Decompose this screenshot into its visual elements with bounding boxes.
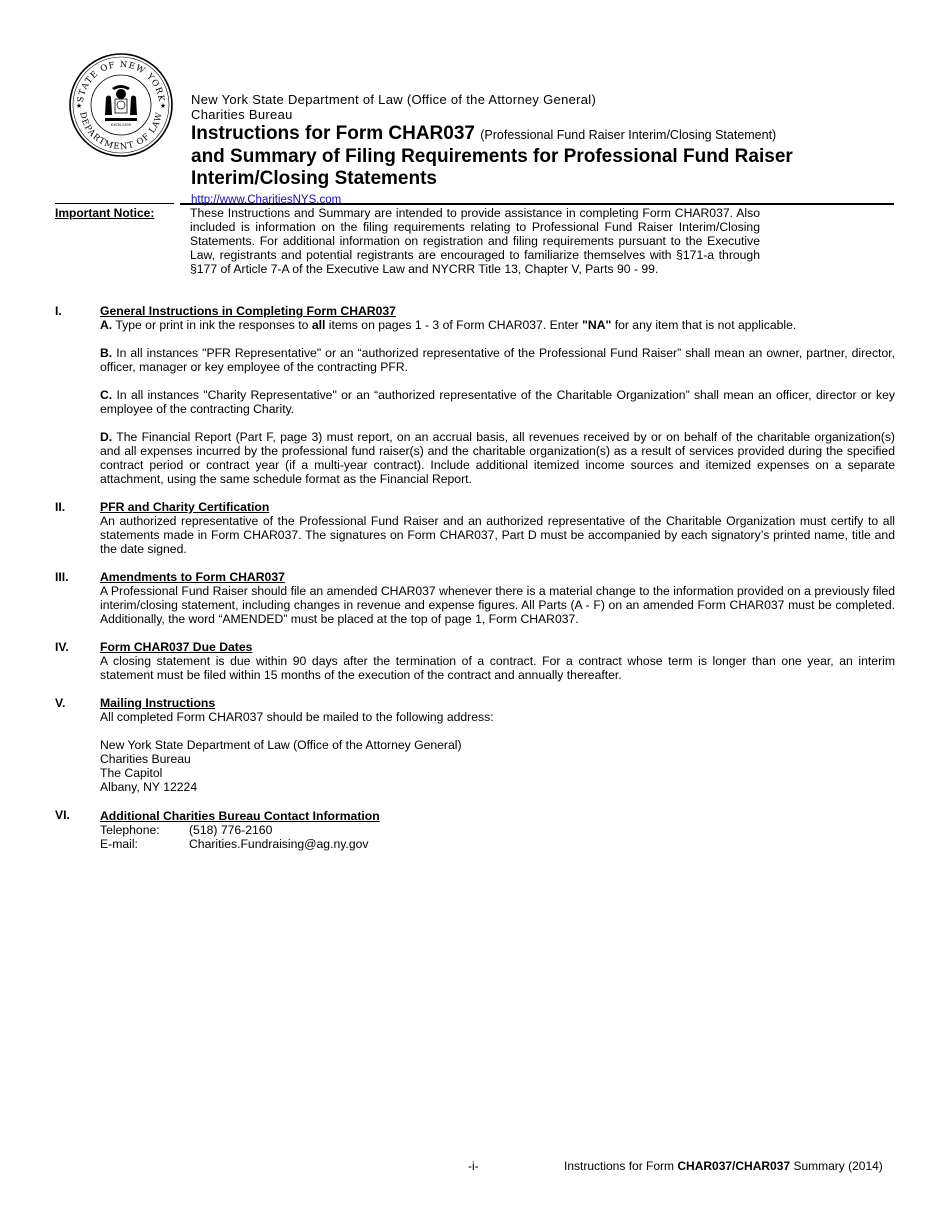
section-number: IV. <box>55 640 69 654</box>
section-mailing <box>55 696 895 794</box>
department-of-law-seal <box>68 52 174 158</box>
svg-text:STATE OF NEW YORK: STATE OF NEW YORK <box>76 59 167 104</box>
section-number: V. <box>55 696 66 710</box>
notice-label: Important Notice: <box>55 206 155 220</box>
svg-text:DEPARTMENT OF LAW: DEPARTMENT OF LAW <box>77 110 165 153</box>
header-divider <box>180 203 894 205</box>
instruction-d: D. The Financial Report (Part F, page 3) must report, on an accrual basis, all revenues received by or on behalf of the charitable organization(s) and all expenses incurred by the professional fund raiser(s) and the charitable organization(s) as a result of services provided during the specified contract period or contract year (if a multi-year contract). Include additional itemized income sources and itemized expenses on a separate attachment, using the same schedule format as the Financial Report. <box>100 430 895 486</box>
svg-text:★: ★ <box>75 103 83 110</box>
section-title: Additional Charities Bureau Contact Information <box>100 809 380 823</box>
section-title: Form CHAR037 Due Dates <box>100 640 253 654</box>
title-main: Instructions for Form CHAR037 <box>191 123 475 144</box>
email-row <box>100 837 895 851</box>
section-number: III. <box>55 570 69 584</box>
instruction-a: A. Type or print in ink the responses to all items on pages 1 - 3 of Form CHAR037. Enter "NA" for any item that is not applicable. <box>100 318 797 332</box>
page-number: -i- <box>468 1159 479 1173</box>
title-line-3: Interim/Closing Statements <box>191 168 437 189</box>
section-title: Mailing Instructions <box>100 696 216 710</box>
footer-text: Instructions for Form CHAR037/CHAR037 Summary (2014) <box>564 1159 883 1173</box>
section-certification <box>55 500 895 556</box>
section-title: Amendments to Form CHAR037 <box>100 570 285 584</box>
section-amendments <box>55 570 895 626</box>
section-text: All completed Form CHAR037 should be mailed to the following address: <box>100 710 494 724</box>
section-number: VI. <box>55 808 70 822</box>
section-general-instructions <box>55 304 895 486</box>
document-title <box>191 123 901 146</box>
instruction-b: B. In all instances "PFR Representative" or an “authorized representative of the Professional Fund Raiser” shall mean an owner, partner, director, officer, manager or key employee of the contracting PFR. <box>100 346 895 374</box>
agency-name: New York State Department of Law (Office of the Attorney General) <box>191 92 597 107</box>
section-text: A Professional Fund Raiser should file an amended CHAR037 whenever there is a material change to the information provided on a previously filed interim/closing statement, including changes in revenue and expense figures. All Parts (A - F) on an amended Form CHAR037 must be completed. Additionally, the word “AMENDED” must be placed at the top of page 1, Form CHAR037. <box>100 584 895 626</box>
email-value[interactable]: Charities.Fundraising@ag.ny.gov <box>189 837 369 851</box>
instruction-c: C. In all instances "Charity Representative" or an “authorized representative of the Charitable Organization” shall mean an officer, director or key employee of the contracting Charity. <box>100 388 895 416</box>
title-line-2: and Summary of Filing Requirements for Professional Fund Raiser <box>191 146 793 167</box>
header-divider-left <box>55 203 174 204</box>
section-number: II. <box>55 500 66 514</box>
section-due-dates <box>55 640 895 682</box>
notice-text: These Instructions and Summary are intended to provide assistance in completing Form CHAR037. Also included is information on the filing requirements relating to Professional Fund Raiser Interim/Closing Statements. For additional information on registration and filing requirements pursuant to the Executive Law, registrants and potential registrants are encouraged to familiarize themselves with §171-a through §177 of Article 7-A of the Executive Law and NYCRR Title 13, Chapter V, Parts 90 - 99. <box>190 206 760 276</box>
section-contact <box>55 808 895 851</box>
section-number: I. <box>55 304 62 318</box>
section-title: PFR and Charity Certification <box>100 500 270 514</box>
telephone-value: (518) 776-2160 <box>189 823 273 837</box>
section-text: An authorized representative of the Professional Fund Raiser and an authorized representative of the Charitable Organization must certify to all statements made in Form CHAR037. The signatures on Form CHAR037, Part D must be accompanied by each signatory’s printed name, title and the date signed. <box>100 514 895 556</box>
website-link[interactable]: http://www.CharitiesNYS.com <box>191 194 342 206</box>
mailing-address: New York State Department of Law (Office of the Attorney General) Charities Bureau The Capitol Albany, NY 12224 <box>100 738 462 794</box>
section-title: General Instructions in Completing Form CHAR037 <box>100 304 396 318</box>
bureau-name: Charities Bureau <box>191 107 293 122</box>
title-subtitle: (Professional Fund Raiser Interim/Closing Statement) <box>480 128 777 142</box>
svg-text:★: ★ <box>159 103 167 110</box>
telephone-label: Telephone: <box>100 823 160 837</box>
email-label: E-mail: <box>100 837 138 851</box>
telephone-row <box>100 823 895 837</box>
document-header <box>191 92 901 208</box>
svg-text:EXCELSIOR: EXCELSIOR <box>111 123 131 127</box>
section-text: A closing statement is due within 90 days after the termination of a contract. For a contract whose term is longer than one year, an interim statement must be filed within 15 months of the execution of the contract and annually thereafter. <box>100 654 895 682</box>
